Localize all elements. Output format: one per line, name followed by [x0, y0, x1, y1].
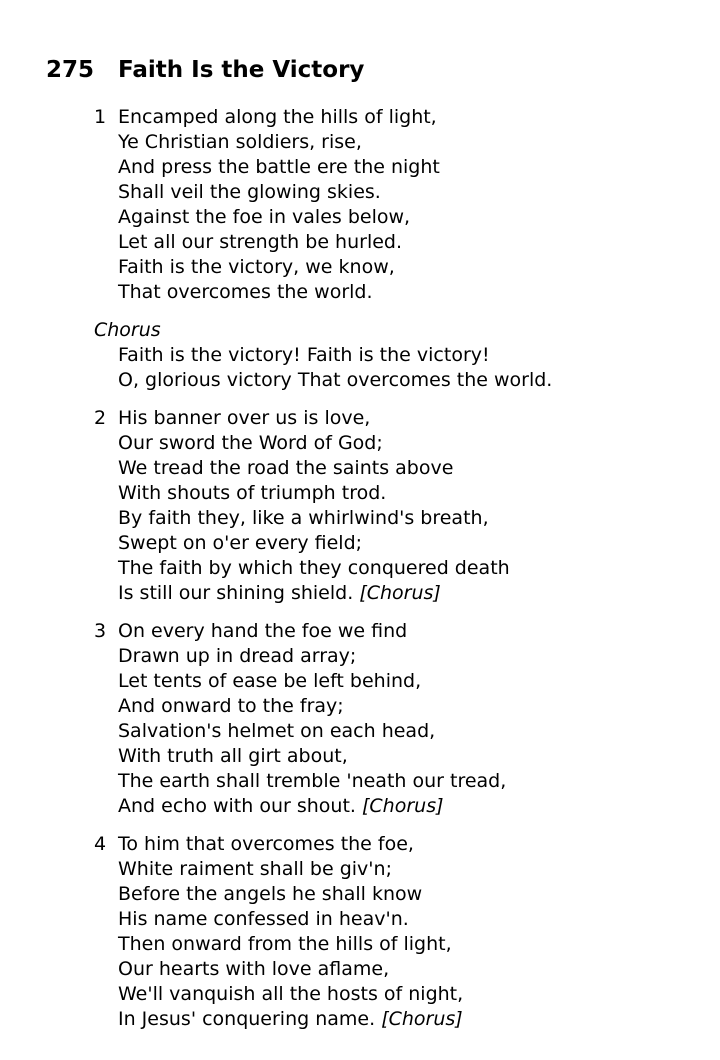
stanza-line: Let all our strength be hurled. — [118, 231, 403, 253]
chorus-line: Faith is the victory! Faith is the victory! — [118, 344, 490, 366]
stanza-line: Our sword the Word of God; — [118, 432, 383, 454]
stanza-4 — [94, 832, 694, 1032]
stanza-line: That overcomes the world. — [118, 281, 373, 303]
chorus-reference: [Chorus] — [381, 1008, 463, 1030]
stanza-line: His banner over us is love, — [118, 407, 371, 429]
stanza-line: Before the angels he shall know — [118, 883, 423, 905]
stanza-number: 3 — [94, 620, 107, 642]
stanza-line: Encamped along the hills of light, — [118, 106, 437, 128]
stanza-line: We tread the road the saints above — [118, 457, 454, 479]
stanza-line: To him that overcomes the foe, — [118, 833, 414, 855]
stanza-line: We'll vanquish all the hosts of night, — [118, 983, 464, 1005]
stanza-line: Salvation's helmet on each head, — [118, 720, 436, 742]
stanza-line: With shouts of triumph trod. — [118, 482, 387, 504]
stanza-line: With truth all girt about, — [118, 745, 348, 767]
stanza-2 — [94, 406, 694, 606]
stanza-line: His name confessed in heav'n. — [118, 908, 409, 930]
lyrics — [94, 105, 694, 1045]
stanza-line — [118, 581, 694, 606]
stanza-line-text: And echo with our shout. — [118, 795, 356, 817]
stanza-number: 2 — [94, 407, 107, 429]
stanza-3 — [94, 619, 694, 819]
hymn-title: Faith Is the Victory — [118, 57, 365, 83]
stanza-line: Let tents of ease be left behind, — [118, 670, 422, 692]
stanza-line: Our hearts with love aflame, — [118, 958, 390, 980]
stanza-line — [118, 1007, 694, 1032]
stanza-line: Drawn up in dread array; — [118, 645, 357, 667]
stanza-line: And onward to the fray; — [118, 695, 344, 717]
chorus — [94, 318, 694, 393]
stanza-line — [118, 794, 694, 819]
stanza-line: Faith is the victory, we know, — [118, 256, 395, 278]
stanza-line: And press the battle ere the night — [118, 156, 440, 178]
stanza-line: Against the foe in vales below, — [118, 206, 411, 228]
chorus-lines — [94, 343, 694, 393]
stanza-line: The earth shall tremble 'neath our tread, — [118, 770, 507, 792]
stanza-line-text: In Jesus' conquering name. — [118, 1008, 376, 1030]
hymn-header — [46, 54, 364, 86]
stanza-line: Shall veil the glowing skies. — [118, 181, 381, 203]
stanza-line: Ye Christian soldiers, rise, — [118, 131, 362, 153]
stanza-line: Then onward from the hills of light, — [118, 933, 452, 955]
hymn-number: 275 — [46, 57, 95, 83]
stanza-number: 4 — [94, 833, 107, 855]
stanza-line: Swept on o'er every field; — [118, 532, 363, 554]
chorus-line: O, glorious victory That overcomes the world. — [118, 369, 553, 391]
stanza-line-text: Is still our shining shield. — [118, 582, 354, 604]
chorus-reference: [Chorus] — [362, 795, 444, 817]
stanza-1 — [94, 105, 694, 305]
chorus-reference: [Chorus] — [359, 582, 441, 604]
stanza-line: White raiment shall be giv'n; — [118, 858, 392, 880]
chorus-label: Chorus — [94, 319, 161, 341]
stanza-line: On every hand the foe we find — [118, 620, 408, 642]
stanza-line: The faith by which they conquered death — [118, 557, 510, 579]
stanza-number: 1 — [94, 106, 107, 128]
stanza-line: By faith they, like a whirlwind's breath, — [118, 507, 489, 529]
